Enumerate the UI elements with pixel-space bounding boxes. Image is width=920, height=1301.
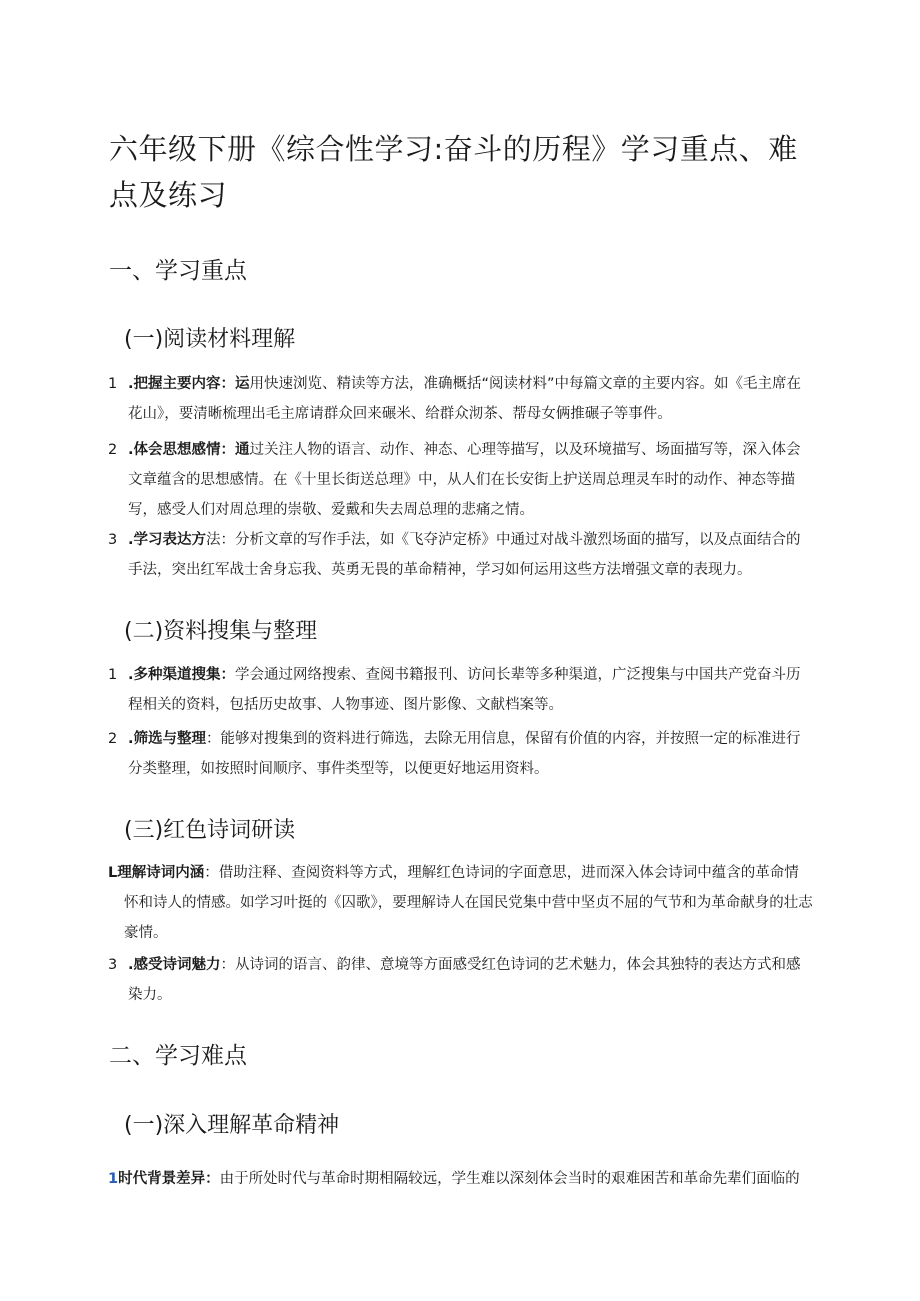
- item-number: 3: [108, 532, 118, 548]
- item-label: .把握主要内容：运: [128, 376, 250, 392]
- item-label: .学习表达方: [128, 532, 207, 548]
- list-item: [108, 724, 813, 784]
- subsection-heading: (一)深入理解革命精神: [124, 1113, 340, 1138]
- page-title: 六年级下册《综合性学习:奋斗的历程》学习重点、难点及练习: [109, 132, 798, 212]
- item-label: .筛选与整理: [128, 731, 207, 747]
- item-label: L理解诗词内涵: [108, 865, 205, 881]
- item-number: 1: [108, 376, 118, 392]
- item-text: 由于所处时代与革命时期相隔较远，学生难以深刻体会当时的艰难困苦和革命先辈们面临的: [219, 1171, 800, 1187]
- item-label: .感受诗词魅力: [128, 957, 221, 973]
- section-heading: 二、学习难点: [109, 1043, 247, 1069]
- section-heading: 一、学习重点: [109, 258, 247, 284]
- list-item: [108, 1164, 813, 1194]
- item-text: 用快速浏览、精读等方法，准确概括“阅读材料”中每篇文章的主要内容。如《毛主席在花山》，要清晰梳理出毛主席请群众回来碾米、给群众沏茶、帮母女俩推碾子等事件。: [128, 376, 802, 422]
- item-number: 1: [108, 1171, 119, 1187]
- subsection-heading: (一)阅读材料理解: [124, 327, 296, 352]
- item-number: 2: [108, 731, 118, 747]
- item-text: ：借助注释、查阅资料等方式，理解红色诗词的字面意思，进而深入体会诗词中蕴含的革命情怀和诗人的情感。如学习叶挺的《囚歌》，要理解诗人在国民党集中营中坚贞不屈的气节和为革命献身的壮志豪情。: [124, 865, 813, 941]
- item-number: 3: [108, 957, 118, 973]
- item-text: ：从诗词的语言、韵律、意境等方面感受红色诗词的艺术魅力，体会其独特的表达方式和感染力。: [128, 957, 801, 1003]
- item-label: .多种渠道搜集：: [128, 667, 236, 683]
- item-text: ：能够对搜集到的资料进行筛选，去除无用信息，保留有价值的内容，并按照一定的标准进行分类整理，如按照时间顺序、事件类型等，以便更好地运用资料。: [128, 731, 801, 777]
- item-number: 2: [108, 442, 118, 458]
- item-label: .体会思想感情：通: [128, 442, 250, 458]
- list-item: [108, 950, 813, 1010]
- item-text: 学会通过网络搜索、查阅书籍报刊、访问长辈等多种渠道，广泛搜集与中国共产党奋斗历程相关的资料，包括历史故事、人物事迹、图片影像、文献档案等。: [128, 667, 801, 713]
- list-item: [108, 435, 813, 525]
- item-text: 法：分析文章的写作手法，如《飞夺泸定桥》中通过对战斗激烈场面的描写，以及点面结合的手法，突出红军战士舍身忘我、英勇无畏的革命精神，学习如何运用这些方法增强文章的表现力。: [128, 532, 801, 578]
- subsection-heading: (三)红色诗词研读: [124, 818, 296, 843]
- item-label: 时代背景差异：: [118, 1171, 220, 1187]
- item-text: 过关注人物的语言、动作、神态、心理等描写，以及环境描写、场面描写等，深入体会文章蕴含的思想感情。在《十里长街送总理》中，从人们在长安街上护送周总理灵车时的动作、神态等描写，感受人们对周总理的崇敬、爱戴和失去周总理的悲痛之情。: [128, 442, 801, 518]
- item-number: 1: [108, 667, 118, 683]
- list-item: [108, 369, 813, 429]
- list-item: [108, 525, 813, 585]
- list-item: [108, 858, 813, 948]
- list-item: [108, 660, 813, 720]
- subsection-heading: (二)资料搜集与整理: [124, 619, 318, 644]
